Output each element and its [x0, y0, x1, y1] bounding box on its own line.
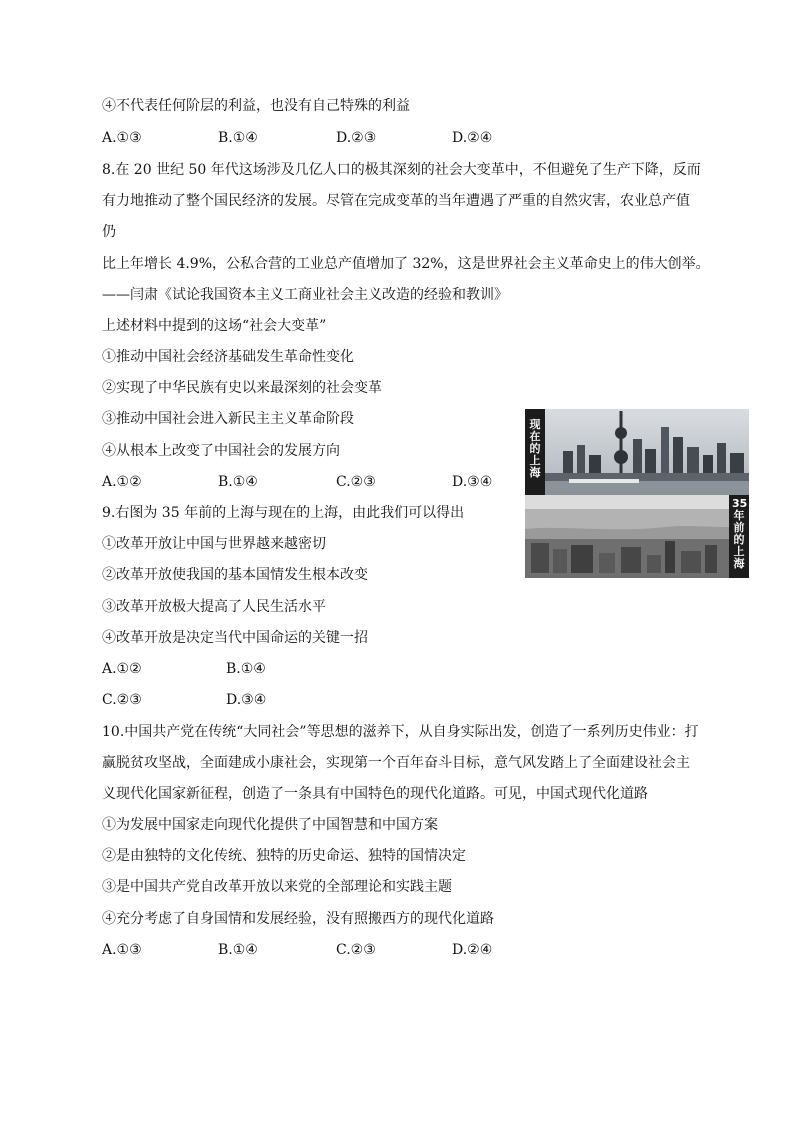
q8-stem-line-4: 比上年增长 4.9%，公私合营的工业总产值增加了 32%，这是世界社会主义革命史上的伟大创举。: [102, 256, 710, 272]
photo-present-caption: 现在的上海: [529, 418, 541, 479]
q10-item-3: ③是中国共产党自改革开放以来党的全部理论和实践主题: [102, 879, 452, 895]
q7-option-c: D.②③: [336, 130, 377, 146]
photo-shanghai-present: [525, 409, 749, 495]
photo-past-caption: 35年前的上海: [732, 497, 748, 570]
q8-option-b: B.①④: [218, 474, 258, 490]
q8-option-d: D.③④: [452, 474, 493, 490]
q8-stem-line-2: 有力地推动了整个国民经济的发展。尽管在完成变革的当年遭遇了严重的自然灾害，农业总产值: [102, 193, 690, 209]
q7-option-d: D.②④: [452, 130, 493, 146]
q10-option-a: A.①③: [102, 942, 142, 958]
q8-option-c: C.②③: [336, 474, 376, 490]
q8-stem: 上述材料中提到的这场“社会大变革”: [102, 318, 327, 334]
q10-option-b: B.①④: [218, 942, 258, 958]
q9-option-b: B.①④: [226, 661, 266, 677]
q9-option-c: C.②③: [102, 692, 142, 708]
photo-shanghai-past: [525, 495, 749, 578]
q9-item-2: ②改革开放使我国的基本国情发生根本改变: [102, 567, 368, 583]
q8-item-3: ③推动中国社会进入新民主主义革命阶段: [102, 411, 354, 427]
skyline-present-image: [525, 409, 749, 495]
q10-item-1: ①为发展中国家走向现代化提供了中国智慧和中国方案: [102, 817, 438, 833]
q7-option-a: A.①③: [102, 130, 142, 146]
q10-option-c: C.②③: [336, 942, 376, 958]
q8-stem-line-1: 8.在 20 世纪 50 年代这场涉及几亿人口的极其深刻的社会大变革中，不但避免了生产下降，反而: [102, 162, 701, 178]
q7-item-4: ④不代表任何阶层的利益，也没有自己特殊的利益: [102, 98, 410, 114]
q7-option-b: B.①④: [218, 130, 258, 146]
q10-stem-line-1: 10.中国共产党在传统“大同社会”等思想的滋养下，从自身实际出发，创造了一系列历史伟业：打: [102, 724, 699, 740]
q9-stem: 9.右图为 35 年前的上海与现在的上海，由此我们可以得出: [102, 505, 465, 521]
q10-stem-line-2: 赢脱贫攻坚战，全面建成小康社会，实现第一个百年奋斗目标，意气风发踏上了全面建设社会主: [102, 755, 690, 771]
q8-stem-line-3: 仍: [102, 224, 116, 240]
q10-item-4: ④充分考虑了自身国情和发展经验，没有照搬西方的现代化道路: [102, 911, 494, 927]
q9-option-a: A.①②: [102, 661, 142, 677]
q10-stem-line-3: 义现代化国家新征程，创造了一条具有中国特色的现代化道路。可见，中国式现代化道路: [102, 786, 648, 802]
q8-option-a: A.①②: [102, 474, 142, 490]
q8-source: ——闫肃《试论我国资本主义工商业社会主义改造的经验和教训》: [102, 287, 508, 303]
q8-item-4: ④从根本上改变了中国社会的发展方向: [102, 443, 340, 459]
q9-item-1: ①改革开放让中国与世界越来越密切: [102, 536, 326, 552]
q10-option-d: D.②④: [452, 942, 493, 958]
q9-item-3: ③改革开放极大提高了人民生活水平: [102, 599, 326, 615]
q10-item-2: ②是由独特的文化传统、独特的历史命运、独特的国情决定: [102, 848, 466, 864]
q9-option-d: D.③④: [226, 692, 267, 708]
q8-item-1: ①推动中国社会经济基础发生革命性变化: [102, 349, 354, 365]
q9-item-4: ④改革开放是决定当代中国命运的关键一招: [102, 630, 368, 646]
q8-item-2: ②实现了中华民族有史以来最深刻的社会变革: [102, 380, 382, 396]
skyline-past-image: [525, 495, 749, 578]
